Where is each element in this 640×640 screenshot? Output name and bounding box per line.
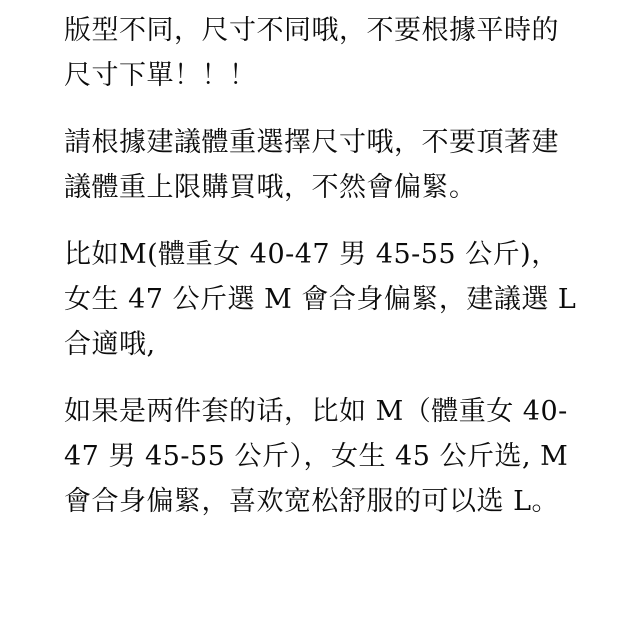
paragraph-example-two-piece-set: 如果是两件套的话，比如 M（體重女 40-47 男 45-55 公斤），女生 45 公斤选, M會合身偏緊，喜欢宽松舒服的可以选 L。 [64, 396, 569, 517]
paragraph-weight-recommendation: 請根據建議體重選擇尺寸哦，不要頂著建議體重上限購買哦，不然會偏緊。 [64, 127, 559, 203]
paragraph-example-m-size: 比如M(體重女 40-47 男 45-55 公斤)，女生 47 公斤選 M 會合身偏緊，建議選 L 合適哦, [64, 239, 586, 360]
paragraph-sizing-warning: 版型不同，尺寸不同哦，不要根據平時的尺寸下單！！！ [64, 15, 559, 91]
